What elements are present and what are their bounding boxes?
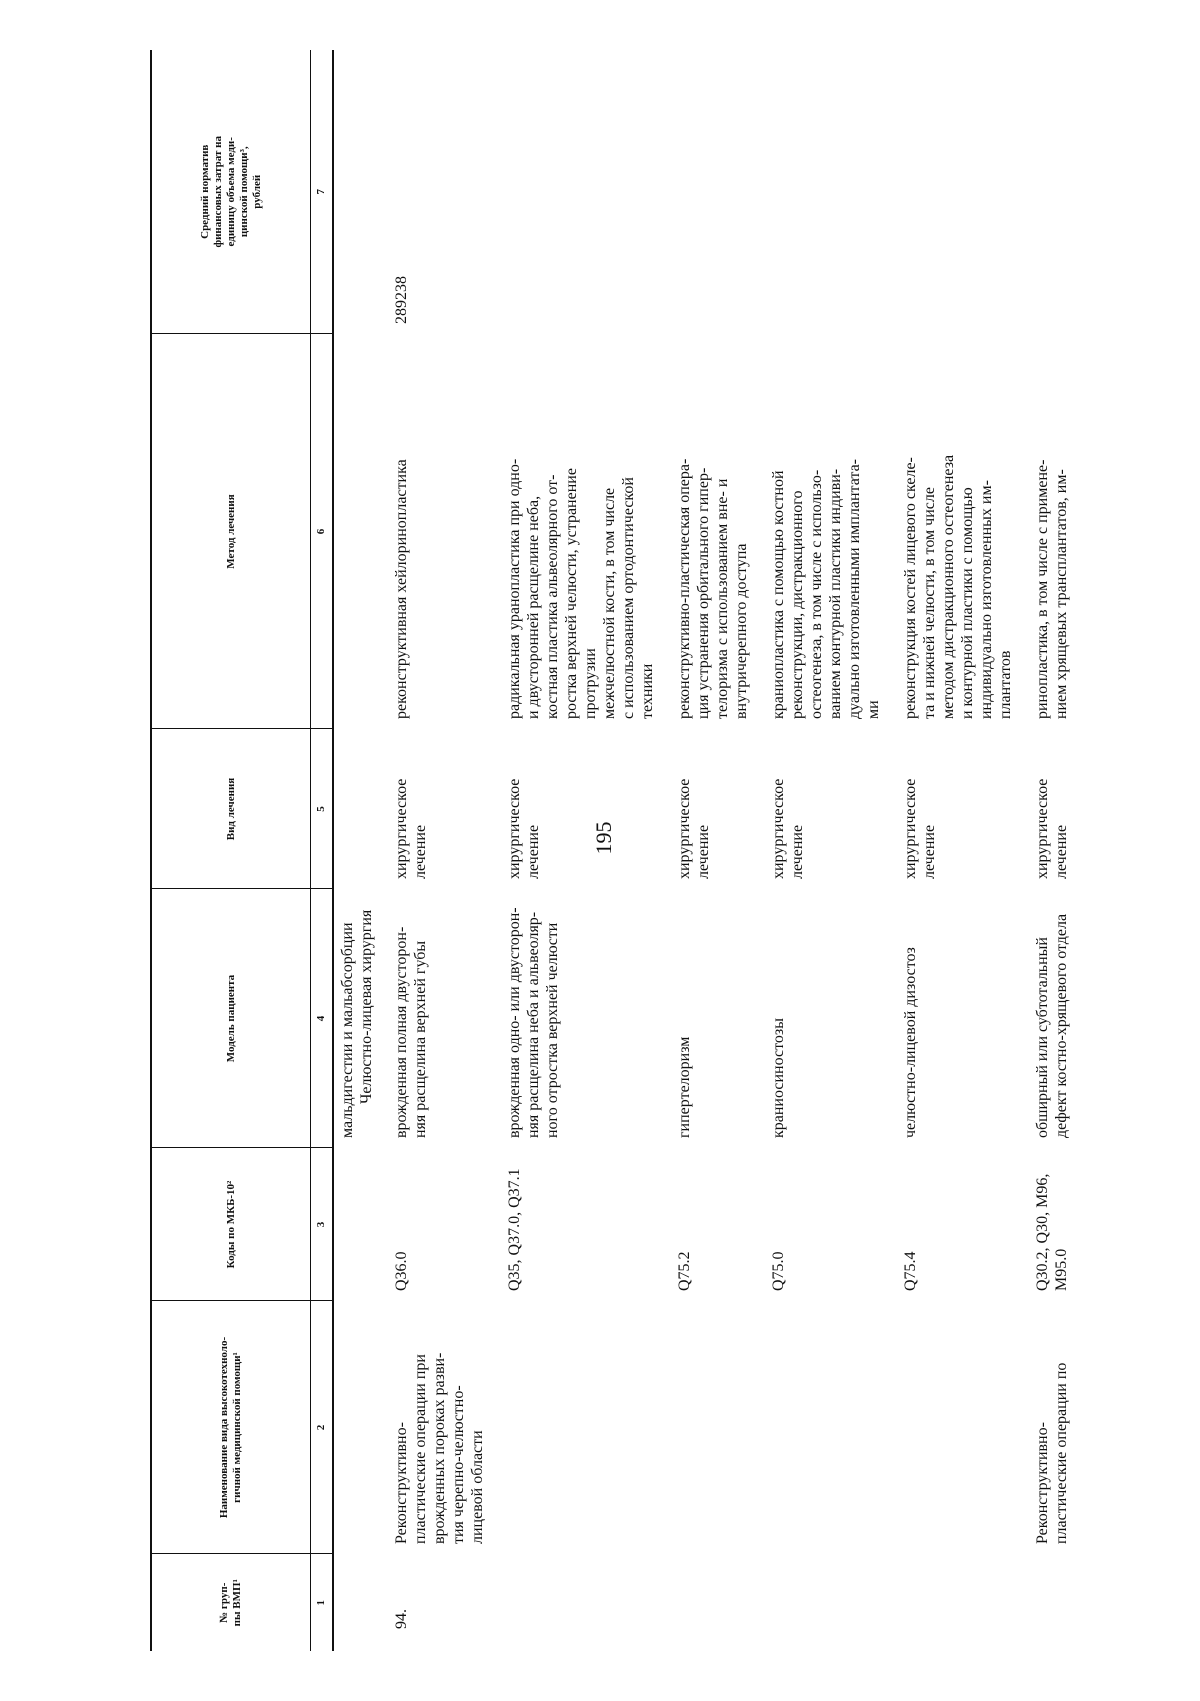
cell-group-number — [901, 1554, 1033, 1651]
cell-treatment-method: реконструкция костей лицевого скеле- та и нижней челюсти, в том числе методом дистракционного остеогенеза и контурной пластики с помощью индивидуально изготовленных им- плантатов — [902, 454, 1014, 719]
column-number: 2 — [311, 1301, 334, 1554]
table-row — [675, 50, 769, 1651]
section-continuation: мальдигестии и мальабсорбции — [339, 922, 356, 1138]
cell-icd-codes: Q75.0 — [770, 1251, 787, 1291]
cell-patient-model: врожденная полная двусторон- няя расщелина верхней губы — [393, 926, 429, 1138]
section-title: Челюстно-лицевая хирургия — [358, 909, 375, 1104]
table-row — [505, 50, 675, 1651]
cell-patient-model: краниосиностозы — [770, 1018, 787, 1138]
cell-patient-model: челюстно-лицевой дизостоз — [902, 947, 919, 1138]
table-row — [769, 50, 901, 1651]
cell-cost-norm — [1033, 50, 1089, 334]
cell-treatment-type: хирургическое лечение — [770, 778, 806, 879]
cell-patient-model: обширный или субтотальный дефект костно-хрящевого отдела — [1034, 913, 1070, 1138]
cell-cost-norm — [769, 50, 901, 334]
cell-group-number — [1033, 1554, 1089, 1651]
column-number: 1 — [311, 1554, 334, 1651]
cell-icd-codes: Q36.0 — [393, 1251, 410, 1291]
column-number: 5 — [311, 729, 334, 889]
cell-treatment-method: ринопластика, в том числе с примене- нием хрящевых трансплантатов, им- — [1034, 459, 1070, 719]
cell-vmp-name: Реконструктивно- пластические операции по — [1034, 1362, 1070, 1544]
cell-group-number — [675, 1554, 769, 1651]
cell-treatment-method: радикальная уранопластика при одно- и двусторонней расщелине неба, костная пластика альвеолярного от- ростка верхней челюсти, устранение протрузии межчелюстной кости, в том числе с использованием ортодонтической техники — [506, 458, 656, 719]
cell-vmp-name — [675, 1301, 769, 1554]
column-number-row — [311, 50, 334, 1651]
header-row — [151, 50, 311, 1651]
page-number: 195 — [591, 821, 616, 855]
cell-treatment-method: реконструктивно-пластическая опера- ция устранения орбитального гипер- телоризма с использованием вне- и внутричерепного доступа — [676, 458, 750, 719]
header-group-number: № груп- пы ВМП¹ — [151, 1554, 311, 1651]
column-number: 6 — [311, 334, 334, 729]
cell-treatment-type: хирургическое лечение — [506, 778, 542, 879]
cell-vmp-name — [901, 1301, 1033, 1554]
table-row — [390, 50, 505, 1651]
cell-treatment-method: краниопластика с помощью костной реконструкции, дистракционного остеогенеза, в том числе с использо- ванием контурной пластики индиви- дуально изготовленными имплантата- ми — [770, 458, 882, 719]
cell-treatment-type: хирургическое лечение — [393, 778, 429, 879]
vmp-table — [150, 50, 1089, 1651]
column-number: 3 — [311, 1148, 334, 1301]
cell-patient-model: врожденная одно- или двусторон- няя расщелина неба и альвеоляр- ного отростка верхней челюсти — [506, 907, 561, 1138]
cell-vmp-name — [505, 1301, 675, 1554]
cell-group-number — [505, 1554, 675, 1651]
cell-treatment-type: хирургическое лечение — [676, 778, 712, 879]
cell-patient-model: гипертелоризм — [676, 1036, 693, 1138]
cell-treatment-type: хирургическое лечение — [1034, 778, 1070, 879]
table-row — [901, 50, 1033, 1651]
cell-icd-codes: Q30.2, Q30, M96, M95.0 — [1034, 1173, 1070, 1291]
cell-cost-norm — [901, 50, 1033, 334]
cell-treatment-method: реконструктивная хейлоринопластика — [393, 459, 410, 719]
header-cost-norm: Средний норматив финансовых затрат на единицу объема меди- цинской помощи³, рублей — [151, 50, 311, 334]
cell-vmp-name — [769, 1301, 901, 1554]
cell-cost-norm — [505, 50, 675, 334]
cell-icd-codes: Q35, Q37.0, Q37.1 — [506, 1168, 523, 1291]
cell-icd-codes: Q75.4 — [902, 1251, 919, 1291]
section-row — [333, 50, 390, 1651]
cell-treatment-type: хирургическое лечение — [902, 778, 938, 879]
header-treatment-type: Вид лечения — [151, 729, 311, 889]
header-patient-model: Модель пациента — [151, 889, 311, 1148]
cell-group-number — [769, 1554, 901, 1651]
cell-icd-codes: Q75.2 — [676, 1251, 693, 1291]
column-number: 7 — [311, 50, 334, 334]
vmp-table-page — [150, 50, 1200, 1651]
header-vmp-name: Наименование вида высокотехноло- гичной медицинской помощи¹ — [151, 1301, 311, 1554]
cell-cost-norm — [675, 50, 769, 334]
table-row — [1033, 50, 1089, 1651]
header-icd-codes: Коды по МКБ-10² — [151, 1148, 311, 1301]
cell-cost-norm: 289238 — [393, 276, 410, 324]
header-treatment-method: Метод лечения — [151, 334, 311, 729]
cell-vmp-name: Реконструктивно- пластические операции при врожденных пороках разви- тия черепно-челюстно- лицевой области — [393, 1352, 486, 1544]
column-number: 4 — [311, 889, 334, 1148]
cell-group-number: 94. — [393, 1609, 410, 1629]
